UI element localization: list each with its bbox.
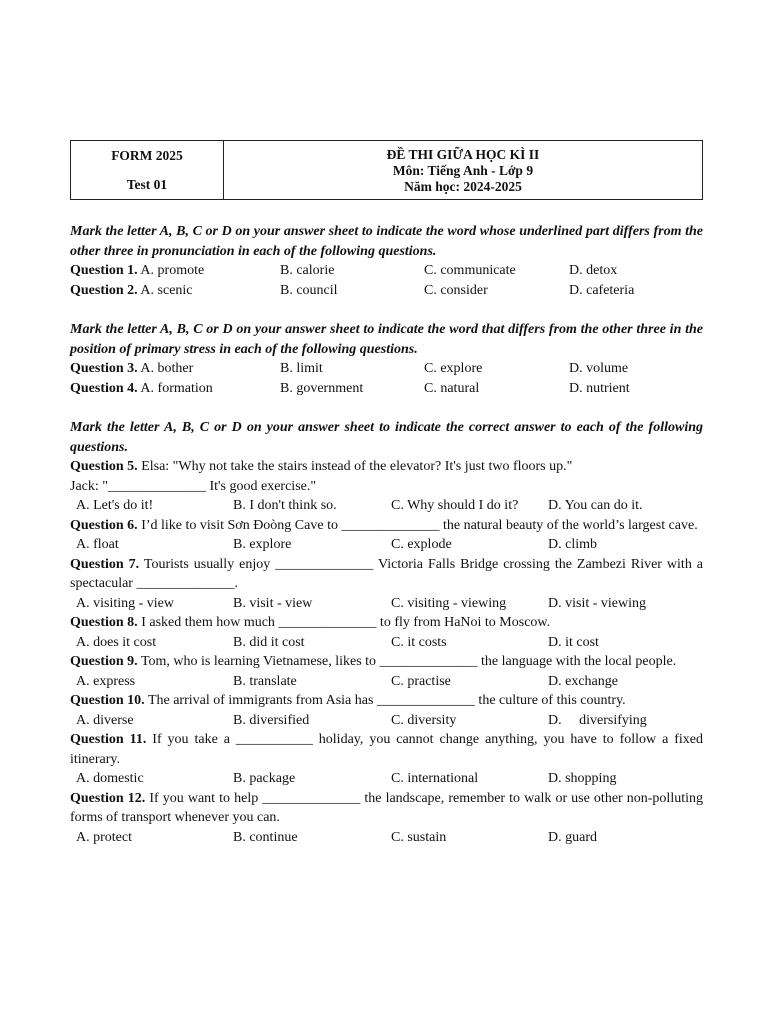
question-8-stem: [70, 613, 703, 633]
q7-option-a[interactable]: A. visiting - view: [76, 595, 174, 611]
question-8-text: I asked them how much ______________ to fly from HaNoi to Moscow.: [141, 615, 551, 630]
q5-option-b[interactable]: B. I don't think so.: [233, 498, 337, 513]
q6-option-c[interactable]: C. explode: [391, 537, 452, 552]
q7-option-c[interactable]: C. visiting - viewing: [391, 595, 507, 611]
q9-option-c[interactable]: C. practise: [391, 673, 451, 689]
q5-option-c[interactable]: C. Why should I do it?: [391, 498, 519, 513]
question-1-label: Question 1.: [70, 263, 138, 278]
q12-option-c[interactable]: C. sustain: [391, 829, 447, 845]
question-6-text: I’d like to visit Sơn Đoòng Cave to ______________ the natural beauty of the world’s largest cave.: [141, 517, 698, 533]
q10-option-d[interactable]: D. diversifying: [548, 712, 647, 728]
q12-option-a[interactable]: A. protect: [76, 829, 132, 845]
exam-year: Năm học: 2024-2025: [404, 179, 522, 194]
question-5-stem-2: Jack: "______________ It's good exercise.": [70, 478, 317, 494]
question-7-options: [70, 594, 703, 614]
q3-option-c[interactable]: C. explore: [424, 361, 483, 376]
q4-option-d[interactable]: D. nutrient: [569, 380, 630, 396]
question-9-text: Tom, who is learning Vietnamese, likes to ______________ the language with the local people.: [140, 654, 677, 669]
q1-option-d[interactable]: D. detox: [569, 263, 618, 278]
q6-option-d[interactable]: D. climb: [548, 537, 597, 552]
question-12-label: Question 12.: [70, 790, 146, 806]
q12-option-b[interactable]: B. continue: [233, 829, 298, 845]
question-12-stem: [70, 789, 703, 828]
question-2: [70, 281, 703, 301]
question-10-options: [70, 711, 703, 731]
q3-option-a[interactable]: A. bother: [140, 361, 194, 376]
q9-option-a[interactable]: A. express: [76, 673, 136, 689]
exam-subject: Môn: Tiếng Anh - Lớp 9: [392, 163, 534, 178]
question-10-stem: [70, 691, 703, 711]
q6-option-b[interactable]: B. explore: [233, 537, 292, 552]
q7-option-d[interactable]: D. visit - viewing: [548, 595, 646, 611]
section-1-instruction: Mark the letter A, B, C or D on your answer sheet to indicate the word whose underlined part differs from the other three in pronunciation in each of the following questions.: [70, 224, 703, 259]
question-3: [70, 359, 703, 379]
q4-option-b[interactable]: B. government: [280, 380, 364, 396]
q2-option-d[interactable]: D. cafeteria: [569, 282, 635, 298]
question-6-label: Question 6.: [70, 517, 138, 533]
q11-option-d[interactable]: D. shopping: [548, 771, 617, 786]
question-11-label: Question 11.: [70, 732, 147, 747]
q3-option-b[interactable]: B. limit: [280, 361, 323, 376]
exam-header: [70, 140, 703, 200]
question-1: [70, 261, 703, 281]
q8-option-a[interactable]: A. does it cost: [76, 634, 157, 650]
q11-option-b[interactable]: B. package: [233, 771, 296, 786]
q5-option-d[interactable]: D. You can do it.: [548, 498, 643, 513]
q8-option-b[interactable]: B. did it cost: [233, 634, 305, 650]
question-9-options: [70, 672, 703, 692]
q3-option-d[interactable]: D. volume: [569, 361, 629, 376]
question-10-text: The arrival of immigrants from Asia has ______________ the culture of this country.: [147, 693, 626, 708]
form-label: FORM 2025: [111, 148, 183, 163]
q9-option-d[interactable]: D. exchange: [548, 673, 618, 689]
question-7-text: Tourists usually enjoy ______________ Victoria Falls Bridge crossing the Zambezi River with a spectacular ______________.: [70, 556, 703, 591]
q2-option-a[interactable]: A. scenic: [140, 282, 193, 298]
question-12-text: If you want to help ______________ the landscape, remember to walk or use other non-polluting forms of transport whenever you can.: [70, 790, 703, 825]
question-3-label: Question 3.: [70, 361, 138, 376]
section-3-instruction: Mark the letter A, B, C or D on your answer sheet to indicate the correct answer to each of the following questions.: [70, 420, 703, 455]
question-7-stem: [70, 555, 703, 594]
question-11-options: [70, 769, 703, 789]
question-11-stem: [70, 730, 703, 769]
exam-title: ĐỀ THI GIỮA HỌC KÌ II: [386, 147, 540, 162]
q9-option-b[interactable]: B. translate: [233, 673, 297, 689]
question-5-stem: [70, 457, 703, 477]
q11-option-a[interactable]: A. domestic: [76, 771, 144, 786]
q4-option-a[interactable]: A. formation: [140, 380, 213, 396]
question-7-label: Question 7.: [70, 556, 140, 572]
q1-option-b[interactable]: B. calorie: [280, 263, 335, 278]
q6-option-a[interactable]: A. float: [76, 537, 119, 552]
question-8-label: Question 8.: [70, 615, 138, 630]
question-2-label: Question 2.: [70, 282, 138, 298]
test-label: Test 01: [126, 177, 168, 192]
header-left-cell: [71, 141, 224, 200]
q12-option-d[interactable]: D. guard: [548, 829, 597, 845]
question-9-label: Question 9.: [70, 654, 138, 669]
q1-option-c[interactable]: C. communicate: [424, 263, 516, 278]
q8-option-c[interactable]: C. it costs: [391, 634, 447, 650]
header-right-cell: [224, 141, 703, 200]
question-5-text: Elsa: "Why not take the stairs instead of the elevator? It's just two floors up.": [141, 459, 573, 474]
q11-option-c[interactable]: C. international: [391, 771, 479, 786]
q4-option-c[interactable]: C. natural: [424, 380, 480, 396]
q8-option-d[interactable]: D. it cost: [548, 634, 599, 650]
question-11-text: If you take a ___________ holiday, you cannot change anything, you have to follow a fixed itinerary.: [70, 732, 704, 767]
exam-page: [70, 140, 703, 847]
question-4: [70, 379, 703, 399]
q10-option-b[interactable]: B. diversified: [233, 712, 310, 728]
question-6-options: [70, 535, 703, 555]
q10-option-c[interactable]: C. diversity: [391, 712, 457, 728]
q2-option-b[interactable]: B. council: [280, 282, 338, 298]
question-12-options: [70, 828, 703, 848]
q5-option-a[interactable]: A. Let's do it!: [76, 498, 154, 513]
section-2-instruction: Mark the letter A, B, C or D on your answer sheet to indicate the word that differs from the other three in the position of primary stress in each of the following questions.: [70, 322, 703, 357]
question-6-stem: [70, 516, 703, 536]
q2-option-c[interactable]: C. consider: [424, 282, 488, 298]
question-5-options: [70, 496, 703, 516]
q10-option-a[interactable]: A. diverse: [76, 712, 134, 728]
q7-option-b[interactable]: B. visit - view: [233, 595, 313, 611]
q1-option-a[interactable]: A. promote: [140, 263, 205, 278]
question-9-stem: [70, 652, 703, 672]
question-10-label: Question 10.: [70, 693, 145, 708]
question-8-options: [70, 633, 703, 653]
question-5-label: Question 5.: [70, 459, 138, 474]
question-4-label: Question 4.: [70, 380, 138, 396]
